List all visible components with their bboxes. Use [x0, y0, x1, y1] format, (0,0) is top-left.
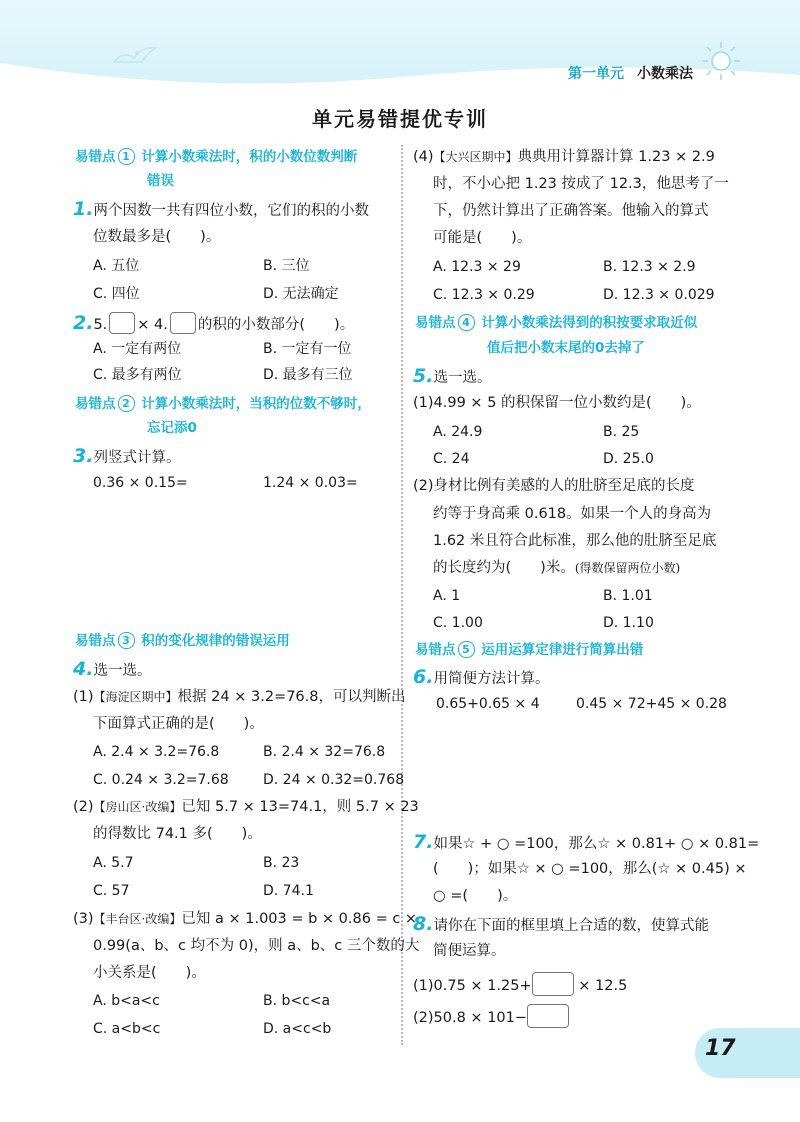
section-title: 积的变化规律的错误运用	[141, 633, 290, 649]
question-7-cont: ( )；如果☆ × ○ =100，那么(☆ × 0.45) ×	[433, 861, 747, 877]
q4-1-option-b[interactable]: B. 2.4 × 32=76.8	[263, 744, 386, 760]
question-text: 请你在下面的框里填上合适的数，使算式能	[433, 918, 709, 934]
page-title: 单元易错提优专训	[312, 107, 488, 131]
q4-part-3-cont2: 小关系是( )。	[93, 965, 206, 981]
q4-part-2-cont: 的得数比 74.1 多( )。	[93, 826, 262, 842]
question-text: 的积的小数部分( )。	[197, 317, 355, 333]
question-number: 3.	[73, 445, 94, 467]
question-7-cont2: ○ =( )。	[433, 888, 518, 904]
question-6	[413, 666, 549, 690]
answer-box[interactable]	[532, 972, 574, 996]
q3-expression-1: 0.36 × 0.15=	[93, 475, 188, 491]
q5-part-2-cont2: 1.62 米且符合此标准，那么他的肚脐至足底	[433, 533, 717, 549]
section-number: 1	[118, 148, 135, 165]
q5-part-1: (1)4.99 × 5 的积保留一位小数约是( )。	[413, 395, 701, 411]
question-text: 已知 5.7 × 13=74.1，则 5.7 × 23	[181, 799, 419, 815]
q5-1-option-b[interactable]: B. 25	[603, 424, 640, 440]
q2-factor-a: 5.	[93, 317, 108, 333]
section-label: 易错点	[415, 642, 456, 658]
q4-2-option-c[interactable]: C. 57	[93, 883, 130, 899]
question-number: 4.	[73, 658, 94, 680]
q1-option-b[interactable]: B. 三位	[263, 258, 310, 274]
q5-2-option-b[interactable]: B. 1.01	[603, 588, 653, 604]
question-text: 选一选。	[433, 370, 492, 386]
section-number: 2	[118, 395, 135, 412]
section-number: 4	[458, 314, 475, 331]
question-number: 8.	[413, 913, 434, 935]
question-number: 1.	[73, 198, 94, 220]
section-title: 运用运算定律进行简算出错	[481, 642, 644, 658]
q6-expression-2: 0.45 × 72+45 × 0.28	[576, 696, 727, 712]
q4-2-option-b[interactable]: B. 23	[263, 855, 300, 871]
q5-1-option-c[interactable]: C. 24	[433, 451, 470, 467]
question-text: 列竖式计算。	[93, 450, 181, 466]
question-text: 典典用计算器计算 1.23 × 2.9	[517, 149, 715, 165]
question-8	[413, 913, 709, 937]
q4-3-option-c[interactable]: C. a<b<c	[93, 1021, 161, 1037]
section-1-heading-cont: 错误	[147, 173, 174, 189]
q5-part-2-cont: 约等于身高乘 0.618。如果一个人的身高为	[433, 506, 712, 522]
q2-option-b[interactable]: B. 一定有一位	[263, 341, 352, 357]
question-3	[73, 445, 180, 469]
source-tag: 【房山区·改编】	[93, 800, 182, 814]
section-1-heading	[75, 146, 357, 168]
q4-part-4	[413, 146, 715, 168]
bird-icon	[112, 42, 158, 68]
answer-box[interactable]	[527, 1004, 569, 1028]
page-number: 17	[705, 1036, 736, 1061]
q5-2-option-c[interactable]: C. 1.00	[433, 615, 483, 631]
unit-label: 第一单元	[568, 66, 624, 82]
question-number: 7.	[413, 831, 434, 853]
question-2	[73, 312, 354, 336]
sun-icon	[700, 40, 742, 82]
question-text: 用简便方法计算。	[433, 671, 550, 687]
question-number: 6.	[413, 666, 434, 688]
q4-4-option-b[interactable]: B. 12.3 × 2.9	[603, 259, 696, 275]
expression-left: (2)50.8 × 101−	[413, 1010, 528, 1026]
question-1-cont: 位数最多是( )。	[93, 229, 221, 245]
section-title: 计算小数乘法得到的积按要求取近似	[481, 315, 698, 331]
question-text: 两个因数一共有四位小数，它们的积的小数	[93, 203, 369, 219]
q4-3-option-a[interactable]: A. b<a<c	[93, 993, 160, 1009]
expression-left: (1)0.75 × 1.25+	[413, 978, 532, 994]
q5-2-option-a[interactable]: A. 1	[433, 588, 461, 604]
q5-1-option-a[interactable]: A. 24.9	[433, 424, 483, 440]
section-5-heading	[415, 639, 643, 661]
question-8-cont: 简便运算。	[433, 943, 506, 959]
q4-3-option-b[interactable]: B. b<c<a	[263, 993, 331, 1009]
q4-1-option-a[interactable]: A. 2.4 × 3.2=76.8	[93, 744, 220, 760]
q4-1-option-d[interactable]: D. 24 × 0.32=0.768	[263, 772, 405, 788]
q2-option-a[interactable]: A. 一定有两位	[93, 341, 182, 357]
question-5	[413, 365, 491, 389]
blank-box[interactable]	[170, 312, 196, 334]
section-label: 易错点	[75, 396, 116, 412]
topic-label: 小数乘法	[637, 66, 693, 82]
question-text: 的长度约为( )米。	[433, 560, 575, 576]
section-title: 计算小数乘法时，当积的位数不够时，	[141, 396, 371, 412]
answer-note: (得数保留两位小数)	[574, 561, 681, 575]
blank-box[interactable]	[109, 312, 135, 334]
section-label: 易错点	[415, 315, 456, 331]
q4-part-4-cont3: 可能是( )。	[433, 230, 532, 246]
q4-part-1-cont: 下面算式正确的是( )。	[93, 716, 264, 732]
q1-option-a[interactable]: A. 五位	[93, 258, 140, 274]
q4-2-option-d[interactable]: D. 74.1	[263, 883, 314, 899]
q3-expression-2: 1.24 × 0.03=	[263, 475, 358, 491]
source-tag: 【海淀区期中】	[93, 690, 178, 704]
source-tag: 【大兴区期中】	[433, 150, 518, 164]
source-tag: 【丰台区·改编】	[93, 912, 182, 926]
section-4-heading	[415, 312, 697, 334]
q4-4-option-d[interactable]: D. 12.3 × 0.029	[603, 287, 715, 303]
q4-part-4-cont2: 下，仍然计算出了正确答案。他输入的算式	[433, 203, 709, 219]
question-text: 已知 a × 1.003 = b × 0.86 = c ×	[181, 911, 418, 927]
q4-part-3-cont: 0.99(a、b、c 均不为 0)，则 a、b、c 三个数的大	[93, 938, 420, 954]
question-1	[73, 198, 369, 222]
q4-4-option-c[interactable]: C. 12.3 × 0.29	[433, 287, 535, 303]
part-number: (1)	[73, 689, 94, 705]
q1-option-d[interactable]: D. 无法确定	[263, 286, 339, 302]
section-2-heading-cont: 忘记添0	[147, 420, 197, 436]
question-7	[413, 831, 759, 855]
section-title: 计算小数乘法时，积的小数位数判断	[141, 149, 358, 165]
section-label: 易错点	[75, 149, 116, 165]
section-label: 易错点	[75, 633, 116, 649]
q4-part-1	[73, 686, 405, 708]
q4-part-2	[73, 796, 419, 818]
q2-option-c[interactable]: C. 最多有两位	[93, 367, 182, 383]
section-number: 3	[118, 632, 135, 649]
part-number: (4)	[413, 149, 434, 165]
question-number: 5.	[413, 365, 434, 387]
section-4-heading-cont: 值后把小数末尾的0去掉了	[487, 340, 645, 356]
q5-1-option-d[interactable]: D. 25.0	[603, 451, 654, 467]
q5-part-2: (2)身材比例有美感的人的肚脐至足底的长度	[413, 478, 695, 494]
q4-part-3	[73, 908, 417, 930]
section-3-heading	[75, 630, 290, 652]
q5-2-option-d[interactable]: D. 1.10	[603, 615, 654, 631]
question-4	[73, 658, 151, 682]
q4-3-option-d[interactable]: D. a<c<b	[263, 1021, 332, 1037]
q4-4-option-a[interactable]: A. 12.3 × 29	[433, 259, 521, 275]
part-number: (2)	[73, 799, 94, 815]
q2-factor-b: × 4.	[137, 317, 168, 333]
question-text: 选一选。	[93, 663, 152, 679]
question-text: 如果☆ + ○ =100，那么☆ × 0.81+ ○ × 0.81=	[433, 836, 760, 852]
q1-option-c[interactable]: C. 四位	[93, 286, 140, 302]
question-number: 2.	[73, 312, 94, 334]
part-number: (3)	[73, 911, 94, 927]
q8-part-1	[413, 972, 627, 997]
q5-part-2-cont3	[433, 557, 680, 579]
question-text: 根据 24 × 3.2=76.8，可以判断出	[177, 689, 406, 705]
q8-part-2	[413, 1004, 569, 1029]
q4-part-4-cont: 时，不小心把 1.23 按成了 12.3，他思考了一	[433, 176, 729, 192]
q4-1-option-c[interactable]: C. 0.24 × 3.2=7.68	[93, 772, 229, 788]
q6-expression-1: 0.65+0.65 × 4	[436, 696, 540, 712]
expression-right: × 12.5	[578, 978, 628, 994]
q2-option-d[interactable]: D. 最多有三位	[263, 367, 353, 383]
section-number: 5	[458, 641, 475, 658]
section-2-heading	[75, 393, 371, 415]
q4-2-option-a[interactable]: A. 5.7	[93, 855, 134, 871]
